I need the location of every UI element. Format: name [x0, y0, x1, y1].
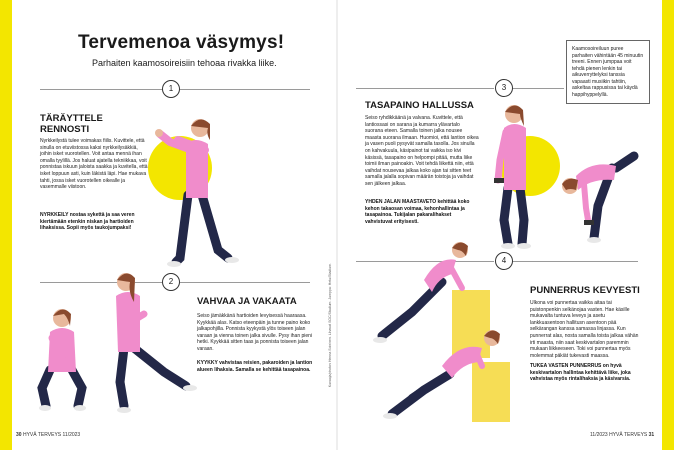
info-callout: Kaamosoireiluun puree parhaiten vähintään 45 minuutin treeni. Ennen jumppaa voit tehdä pienen lenkin tai aikuverryttelyksi tanssia vapaasti musiikin tahtiin, askeltaa rappusissa tai käydä happihyppelyllä. — [566, 40, 650, 104]
fist — [155, 129, 163, 137]
leg — [120, 348, 124, 406]
section-tip-3: YHDEN JALAN MAASTAVETO kehittää koko kehon takaosan voimaa, kehonhallintaa ja tasapainoa. Tukijalan pakaralihakset vahvistuvat erityisesti. — [365, 199, 470, 225]
section-tip-1: NYRKKEILY nostaa sykettä ja saa veren kiertämään etenkin niskan ja hartioiden lihaksissa. Sopii myös taukojumpaksi! — [40, 212, 135, 232]
page-subtitle: Parhaiten kaamosoireisiin tehoaa rivakka liike. — [92, 58, 277, 68]
section-tip-2: KYYKKY vahvistaa reisien, pakaroiden ja lantion alueen lihaksia. Samalla se kehittää tasapainoa. — [197, 360, 313, 373]
footer-left — [16, 432, 80, 438]
section-heading-1: TÄRÄYTTELE RENNOSTI — [40, 113, 103, 135]
section-heading-2: VAHVAA JA VAKAATA — [197, 296, 297, 307]
single-leg-deadlift-illustration — [536, 150, 646, 250]
section-number-1: 1 — [162, 80, 180, 98]
shoe — [383, 413, 397, 419]
leg — [134, 348, 186, 386]
page-number-right: 31 — [648, 432, 655, 438]
page-title: Tervemenoa väsymys! — [78, 32, 285, 53]
page-gutter — [336, 0, 338, 450]
left-page-edge — [0, 0, 12, 450]
boxing-exercise-illustration — [150, 100, 260, 270]
divider-line — [356, 88, 494, 89]
support-box — [472, 362, 510, 422]
magazine-name-right: 11/2023 HYVÄ TERVEYS — [590, 432, 648, 438]
shoe — [373, 337, 387, 343]
squat-exercise-illustration — [34, 300, 94, 418]
shoe — [74, 405, 86, 411]
divider-line — [512, 88, 564, 89]
section-body-2: Seiso jämäkkänä hartioiden levyisessä haaraasa. Kyykkää alas. Katso eteenpäin ja tunne paino koko jalkapohjilla. Ponnista kyykystä ylös toiseen jalan varaan ja vienna toinen jalka sivulle. Pysy ihan pieni hetki. Kyykkää sitten taas ja ponnista toiseen jalan varaan. — [197, 313, 313, 352]
leg — [42, 370, 50, 406]
leg — [176, 195, 188, 262]
pushup-exercise-illustration — [372, 226, 522, 426]
section-number-2: 2 — [162, 273, 180, 291]
section-body-3: Seiso ryhdikkäänä ja valvana. Kuvittele, että lantiossasi on sarana ja kumarra ylävartalo suorana eteen. Samalla toinen jalka nousee maasta suorana ilmaan. Huomioi, että lantion oikea ja vasen puoli pysyvät samalla tasolla. Jos sinulla on kahvakuula, käsipainot tai vaikka iso kivi käsissä, tasapaino on helpompi pitää, mutta liike toimii ilman painoakin. Voit tehdä liikettä niin, että vaihdat nousevaa jalkaa koko ajan tai sitten teet samalla jalalla sopivan määrän toistoja ja vaihdat sen jälkeen jalkaa. — [365, 115, 479, 187]
shoe — [39, 405, 51, 411]
shoe — [117, 407, 131, 413]
dumbbell-icon — [584, 220, 594, 225]
section-tip-4: TUKEA VASTEN PUNNERRUS on hyvä keskivartalon hallintaa kehittävä liike, joka vahvistaa myös rintalihaksia ja käsivarsia. — [530, 363, 631, 383]
section-heading-3: TASAPAINO HALLUSSA — [365, 100, 474, 111]
section-heading-4: PUNNERRUS KEVYESTI — [530, 285, 640, 296]
magazine-name-left: HYVÄ TERVEYS 11/2023 — [22, 432, 81, 438]
page-number-left: 30 — [16, 432, 22, 438]
footer-right — [590, 432, 654, 438]
shoe — [587, 237, 601, 243]
section-body-1: Nyrkkeilystä tulee voimakas fiilis. Kuvittele, että sinulla on etuviistossa kaksi nyrkkeilysäkkiä, joihin isket vuorotellen. Voit antaa mennä ihan omalla tyylillä. Jos haluat ajatella tekniikkaa, voit ponnistaa iskuun jaloista saakka ja kuvitella, että isket loppuun asti, kuin läkistä läpi. Hae mukava tahti, jossa isket vuorotellen oikealle ja vasemmalle viistoon. — [40, 138, 148, 191]
shoe — [225, 257, 239, 263]
side-leg-raise-illustration — [94, 262, 204, 422]
leg — [72, 370, 82, 406]
section-body-4: Ulkona voi punnertaa vaikka aitaa tai puistonpenkin selkänojaa vasten. Hae käsille mukavalta tuntuva leveys ja asetu lankkuasentoon hallitusn asentoon pää selkärangan kanssa samassa linjassa. Kun punnerrat alas, nosta samalla toista jalkaa vähän irti maasta, niin saat keskivartalon paremmin mukaan liikkeeseen. Toki voi punnertaa myös molemmat päkiät tukevasti maassa. — [530, 300, 639, 359]
section-number-3: 3 — [495, 79, 513, 97]
divider-line — [512, 261, 638, 262]
arm — [584, 184, 588, 220]
photo-credit: Kuvaaja/photos Henna Soininen. Lihavat SOC/Stadium. Jumppa: Hetu/Stadium. — [328, 263, 332, 388]
leg — [616, 156, 634, 168]
arm — [450, 266, 462, 288]
shoe — [183, 385, 197, 391]
leg — [202, 195, 228, 258]
section-number-4: 4 — [495, 252, 513, 270]
leg — [382, 282, 442, 336]
divider-line — [40, 89, 162, 90]
right-page-edge — [662, 0, 674, 450]
dumbbell-icon — [494, 178, 504, 183]
divider-line — [180, 89, 310, 90]
